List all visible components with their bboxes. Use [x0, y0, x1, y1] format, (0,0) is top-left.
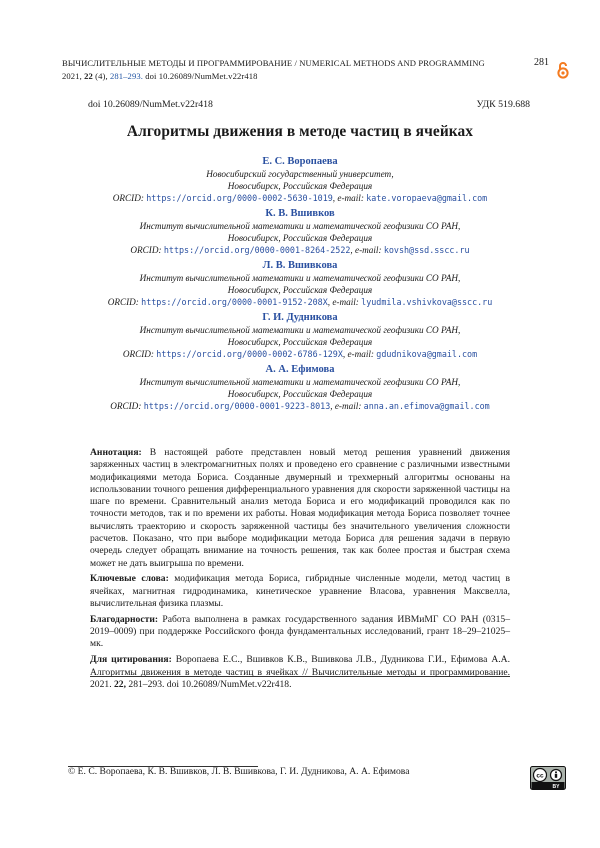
abstract-text: В настоящей работе представлен новый метод решения уравнений движения заряженных частиц в электромагнитных полях и проведено его сравнение с различными известными модификациями метода Бориса. Созданные двумерный и трехмерный алгоритмы основаны на использовании точного решения дифференциального уравнения для скорости заряженной частицы на шаге по времени. Сравнительный анализ метода Бориса и его модификаций проводился как по точности методов, так и по времени их работы. Новая модификация метода Бориса позволяет точнее вычислять траекторию и скорость заряженной частицы без значительного увеличения сложности расчетов. Показано, что при выборе модификации метода Бориса для решения задачи в первую очередь следует обращать внимание на точность решения, так как более простая и быстрая схема может не дать выигрыша по времени.	[90, 447, 510, 569]
affiliation-city: Новосибирск, Российская Федерация	[227, 285, 373, 295]
author-name: Г. И. Дудникова	[262, 312, 338, 323]
journal-header	[62, 57, 532, 83]
email-label: , e-mail:	[330, 401, 362, 411]
copyright-notice: © Е. С. Воропаева, К. В. Вшивков, Л. В. Вшивкова, Г. И. Дудникова, А. А. Ефимова	[68, 766, 410, 777]
affiliation: Институт вычислительной математики и математической геофизики СО РАН,	[139, 221, 461, 231]
acknowledgements-paragraph	[90, 614, 510, 651]
affiliation: Институт вычислительной математики и математической геофизики СО РАН,	[139, 377, 461, 387]
author-block	[0, 311, 600, 360]
citation-text: Воропаева Е.С., Вшивков К.В., Вшивкова Л.В., Дудникова Г.И., Ефимова А.А. Алгоритмы движения в методе частиц в ячейках // Вычислительные методы и программирование. 2021.	[90, 654, 510, 690]
orcid-line	[0, 244, 600, 256]
author-list	[0, 155, 600, 415]
keywords-label: Ключевые слова:	[90, 573, 169, 585]
affiliation: Институт вычислительной математики и математической геофизики СО РАН,	[139, 273, 461, 283]
author-name: А. А. Ефимова	[265, 364, 335, 375]
citation-paragraph	[90, 654, 510, 691]
abstract-label: Аннотация:	[90, 447, 142, 458]
orcid-line	[0, 348, 600, 360]
affiliation-city: Новосибирск, Российская Федерация	[227, 233, 373, 243]
abstract-paragraph	[90, 447, 510, 570]
affiliation: Институт вычислительной математики и математической геофизики СО РАН,	[139, 325, 461, 335]
author-block	[0, 155, 600, 204]
journal-issue: (4),	[95, 71, 108, 81]
cc-by-icon[interactable]	[530, 766, 566, 790]
affiliation-city: Новосибирск, Российская Федерация	[227, 181, 373, 191]
orcid-label: ORCID:	[112, 193, 144, 203]
abstract-section	[90, 447, 510, 695]
doi-line: doi 10.26089/NumMet.v22r418	[88, 99, 213, 110]
affiliation-city: Новосибирск, Российская Федерация	[227, 337, 373, 347]
email-link[interactable]: lyudmila.vshivkova@sscc.ru	[361, 297, 493, 307]
orcid-label: ORCID:	[107, 297, 139, 307]
orcid-label: ORCID:	[110, 401, 142, 411]
email-link[interactable]: kate.voropaeva@gmail.com	[366, 193, 488, 203]
author-name: Е. С. Воропаева	[262, 156, 338, 167]
author-block	[0, 363, 600, 412]
orcid-label: ORCID:	[130, 245, 162, 255]
orcid-link[interactable]: https://orcid.org/0000-0002-6786-129X	[156, 349, 343, 359]
email-label: , e-mail:	[332, 193, 364, 203]
journal-doi: doi 10.26089/NumMet.v22r418	[145, 71, 258, 81]
journal-volume: 22	[84, 71, 93, 81]
section-divider	[90, 676, 510, 677]
keywords-paragraph	[90, 573, 510, 610]
citation-label: Для цитирования:	[90, 654, 172, 666]
svg-text:cc: cc	[536, 772, 544, 780]
author-name: К. В. Вшивков	[265, 208, 335, 219]
affiliation-city: Новосибирск, Российская Федерация	[227, 389, 373, 399]
author-block	[0, 259, 600, 308]
orcid-label: ORCID:	[122, 349, 154, 359]
orcid-link[interactable]: https://orcid.org/0000-0001-9223-8013	[143, 401, 331, 411]
orcid-line	[0, 400, 600, 412]
paper-title: Алгоритмы движения в методе частиц в ячейках	[126, 123, 474, 140]
svg-text:BY: BY	[552, 784, 560, 790]
orcid-link[interactable]: https://orcid.org/0000-0001-9152-208X	[141, 297, 328, 307]
email-label: , e-mail:	[327, 297, 359, 307]
email-label: , e-mail:	[342, 349, 374, 359]
acknowledgements-label: Благодарности:	[90, 613, 159, 625]
journal-citation-line	[62, 70, 532, 83]
email-link[interactable]: anna.an.efimova@gmail.com	[363, 401, 490, 411]
author-name: Л. В. Вшивкова	[262, 260, 338, 271]
orcid-line	[0, 192, 600, 204]
journal-name: ВЫЧИСЛИТЕЛЬНЫЕ МЕТОДЫ И ПРОГРАММИРОВАНИЕ / NUMERICAL METHODS AND PROGRAMMING	[62, 58, 485, 68]
email-label: , e-mail:	[350, 245, 382, 255]
email-link[interactable]: gdudnikova@gmail.com	[376, 349, 478, 359]
author-block	[0, 207, 600, 256]
keywords-text: модификация метода Бориса, гибридные численные модели, метод частиц в ячейках, магнитная гидродинамика, кинетическое уравнение Власова, уравнения Максвелла, вычислительная физика плазмы.	[90, 573, 510, 610]
udk-code: УДК 519.688	[476, 99, 530, 110]
orcid-link[interactable]: https://orcid.org/0000-0001-8264-2522	[163, 245, 351, 255]
citation-pages: 281–293. doi 10.26089/NumMet.v22r418.	[128, 678, 292, 690]
orcid-line	[0, 296, 600, 308]
page-number: 281	[534, 57, 549, 68]
journal-pages-link[interactable]: 281–293.	[109, 71, 143, 81]
citation-volume: 22,	[114, 678, 126, 690]
orcid-link[interactable]: https://orcid.org/0000-0002-5630-1019	[146, 193, 333, 203]
email-link[interactable]: kovsh@ssd.sscc.ru	[383, 245, 470, 255]
acknowledgements-text: Работа выполнена в рамках государственного задания ИВМиМГ СО РАН (0315–2019–0009) при поддержке Российского фонда фундаментальных исследований, грант 18–29–21025–мк.	[90, 613, 510, 650]
affiliation: Новосибирский государственный университет,	[206, 169, 394, 179]
journal-year: 2021,	[62, 71, 82, 81]
open-access-icon	[556, 61, 570, 79]
